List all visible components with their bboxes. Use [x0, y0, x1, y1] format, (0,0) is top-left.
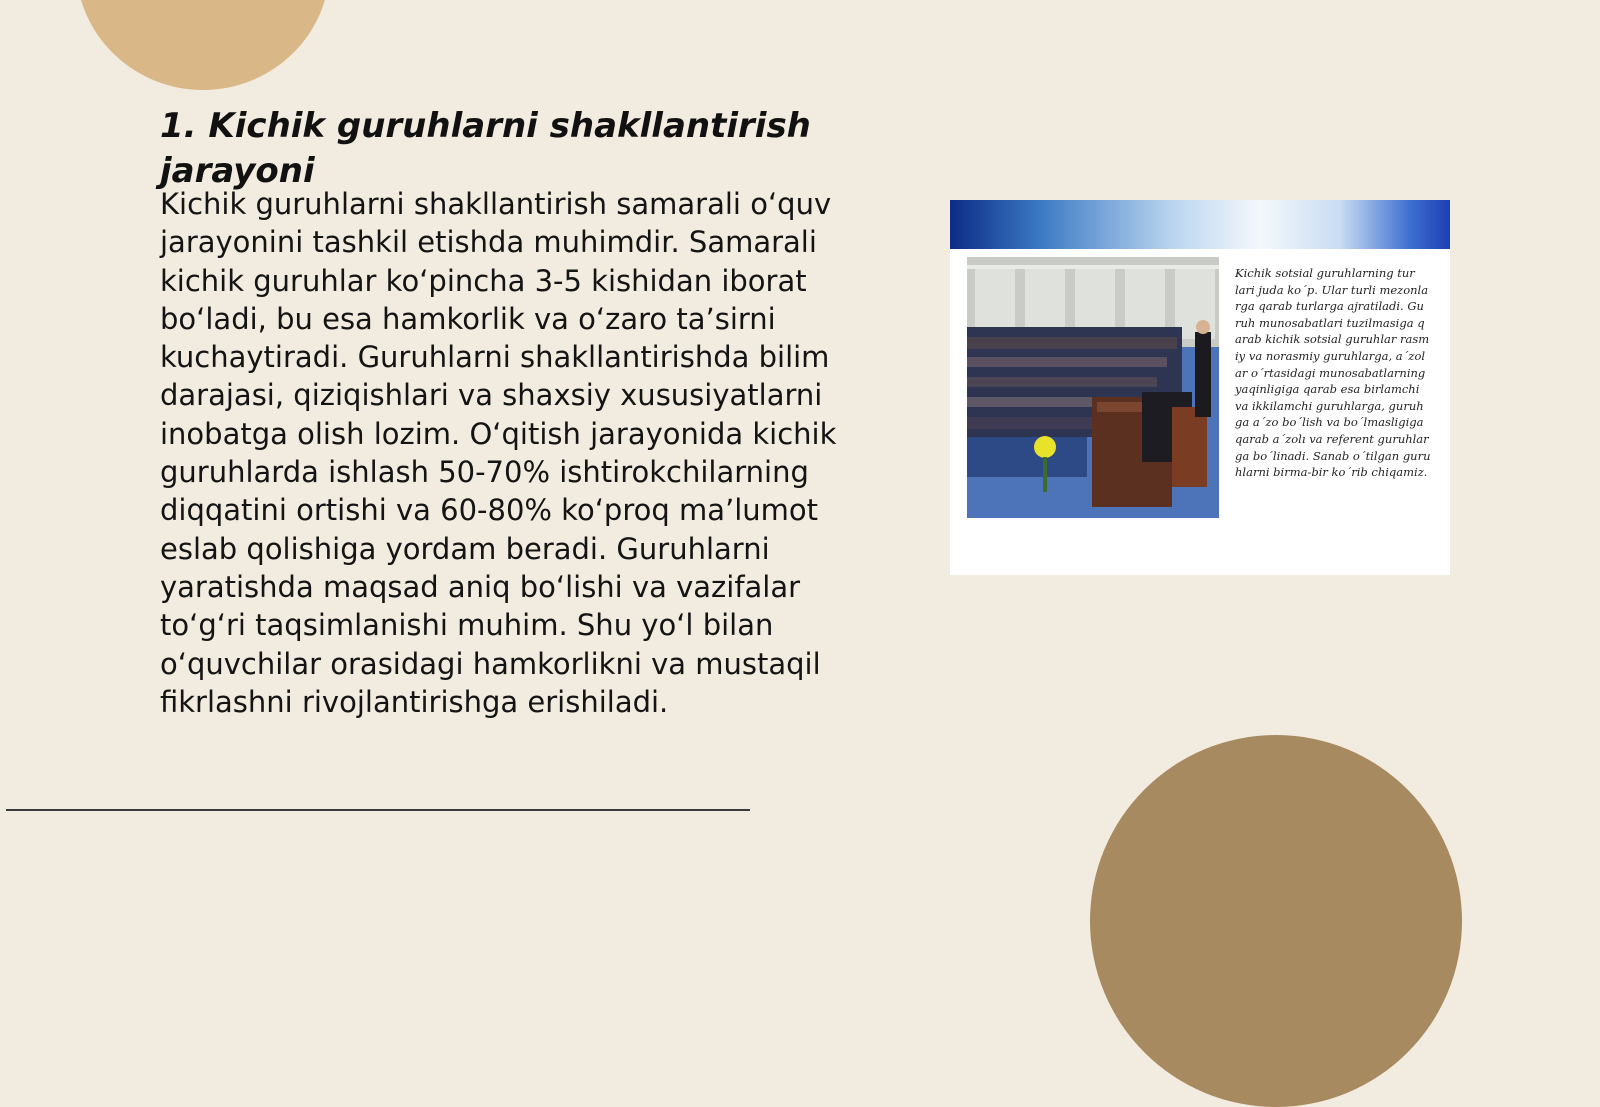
- figure-caption: Kichik sotsial guruhlarning tur lari juda ko´p. Ular turli mezonla rga qarab turlarga ajratiladi. Gu ruh munosabatlari tuzilmasiga q arab kichik sotsial guruhlar rasm iy va norasmiy guruhlarga, a´zol ar o´rtasidagi munosabatlarning yaqinligiga qarab esa birlamchi va ikkilamchi guruhlarga, guruh ga a´zo bo´lish va bo´lmasligiga qarab a´zolı va referent guruhlar ga bo´linadi. Sanab o´tilgan guru hlarni birma-bir ko´rib chiqamiz.: [1235, 266, 1431, 480]
- figure-banner: [950, 200, 1450, 249]
- slide-title: 1. Kichik guruhlarni shakllantirish jarayoni: [160, 106, 811, 191]
- decorative-circle-top: [76, 0, 330, 90]
- decorative-circle-bottom: [1090, 735, 1462, 1107]
- divider-line: [6, 809, 750, 811]
- illustration-figure: [950, 200, 1450, 575]
- slide-body-text: Kichik guruhlarni shakllantirish samarali o‘quv jarayonini tashkil etishda muhimdir. Samarali kichik guruhlar ko‘pincha 3-5 kishidan iborat bo‘ladi, bu esa hamkorlik va o‘zaro ta’sirni kuchaytiradi. Guruhlarni shakllantirishda bilim darajasi, qiziqishlari va shaxsiy xususiyatlarni inobatga olish lozim. O‘qitish jarayonida kichik guruhlarda ishlash 50-70% ishtirokchilarning diqqatini ortishi va 60-80% ko‘proq ma’lumot eslab qolishiga yordam beradi. Guruhlarni yaratishda maqsad aniq bo‘lishi va vazifalar to‘g‘ri taqsimlanishi muhim. Shu yo‘l bilan o‘quvchilar orasidagi hamkorlikni va mustaqil fikrlashni rivojlantirishga erishiladi.: [160, 187, 837, 719]
- classroom-photo: [967, 257, 1219, 518]
